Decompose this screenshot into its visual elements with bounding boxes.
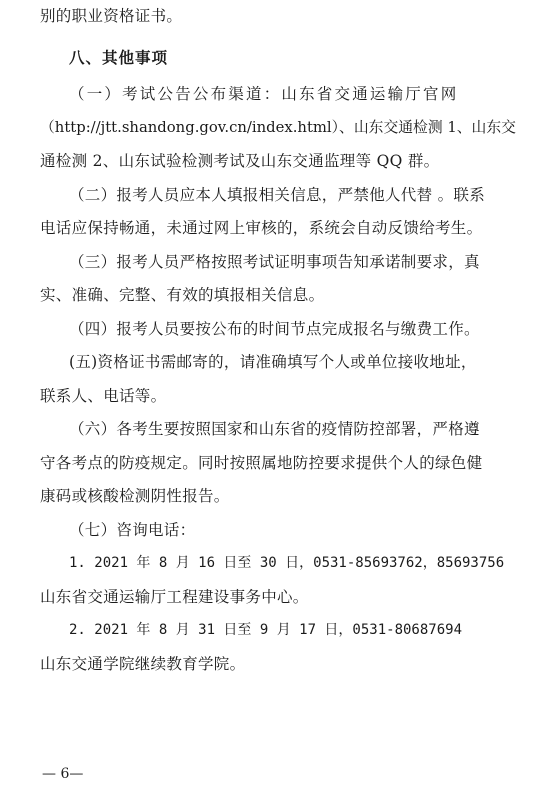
item-1-line-2: （http://jtt.shandong.gov.cn/index.html）、山东交通检测 1、山东交 (40, 119, 516, 136)
contact-2-organization: 山东交通学院继续教育学院。 (40, 655, 246, 673)
item-5-line-2: 联系人、电话等。 (40, 387, 167, 405)
item-6-line-1: （六）各考生要按照国家和山东省的疫情防控部署，严格遵 (69, 420, 480, 438)
contact-1-phone-line: 1. 2021 年 8 月 16 日至 30 日，0531-85693762，85693756 (69, 555, 505, 571)
item-6-line-3: 康码或核酸检测阴性报告。 (40, 487, 230, 505)
item-1-line-1: （一）考试公告公布渠道：山东省交通运输厅官网 (69, 85, 459, 103)
item-3-line-1: （三）报考人员严格按照考试证明事项告知承诺制要求，真 (69, 253, 480, 271)
page-number: — 6— (42, 766, 84, 782)
item-4-line-1: （四）报考人员要按公布的时间节点完成报名与缴费工作。 (69, 320, 480, 338)
contact-1-organization: 山东省交通运输厅工程建设事务中心。 (40, 588, 309, 606)
section-heading-other-matters: 八、其他事项 (69, 48, 169, 67)
item-2-line-2: 电话应保持畅通，未通过网上审核的，系统会自动反馈给考生。 (40, 219, 483, 237)
text-line-prev-continuation: 别的职业资格证书。 (40, 7, 183, 25)
item-2-line-1: （二）报考人员应本人填报相关信息，严禁他人代替 。联系 (69, 186, 486, 204)
contact-2-phone-line: 2. 2021 年 8 月 31 日至 9 月 17 日，0531-80687694 (69, 622, 463, 638)
item-6-line-2: 守各考点的防疫规定。同时按照属地防控要求提供个人的绿色健 (40, 454, 483, 472)
item-7-heading: （七）咨询电话： (69, 521, 196, 539)
item-1-line-3: 通检测 2、山东试验检测考试及山东交通监理等 QQ 群。 (40, 152, 440, 170)
item-5-line-1: (五)资格证书需邮寄的，请准确填写个人或单位接收地址， (69, 353, 477, 371)
item-3-line-2: 实、准确、完整、有效的填报相关信息。 (40, 286, 325, 304)
